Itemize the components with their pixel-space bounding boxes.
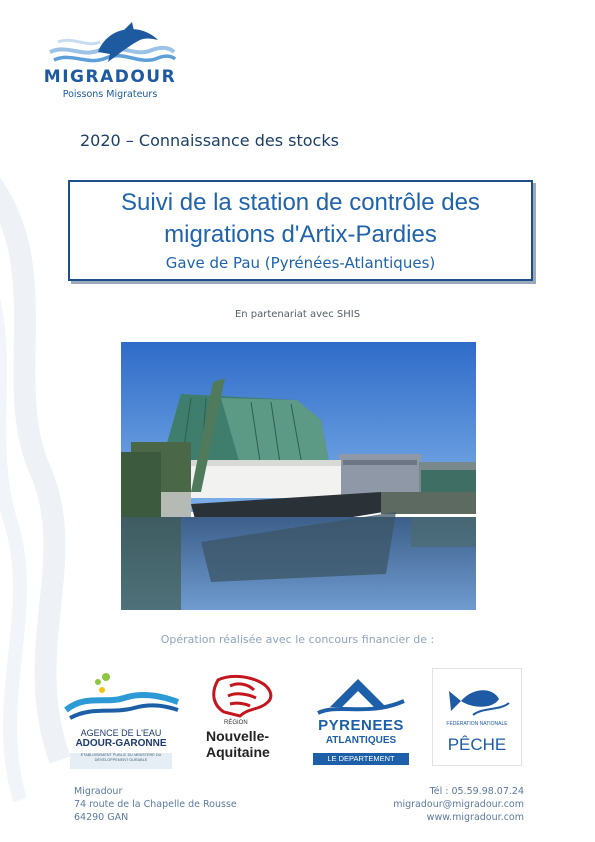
pyrenees-line-1: PYRENEES (318, 717, 404, 734)
nouvelle-aquitaine-logo (200, 672, 295, 767)
footer-address (74, 785, 237, 824)
station-photo (121, 342, 476, 610)
adour-line-1: AGENCE DE L'EAU (80, 728, 162, 738)
footer-phone: Tél : 05.59.98.07.24 (429, 786, 524, 797)
lion-emblem-icon (200, 672, 295, 727)
pyrenees-line-2: ATLANTIQUES (325, 735, 397, 746)
dolphin-waves-icon (48, 22, 176, 68)
logo-subtitle: Poissons Migrateurs (62, 89, 158, 100)
peche-label: PÊCHE (447, 735, 507, 754)
footer-address-line-1: 74 route de la Chapelle de Rousse (74, 799, 237, 810)
peche-top-text: FÉDÉRATION NATIONALE (446, 721, 508, 727)
region-small-label: RÉGION (224, 720, 248, 726)
peche-logo (432, 668, 522, 766)
title-subtitle: Gave de Pau (Pyrénées-Atlantiques) (165, 254, 436, 272)
region-line-1: Nouvelle- (206, 728, 270, 744)
pyrenees-line-3: LE DEPARTEMENT (313, 753, 409, 765)
fish-icon (433, 671, 521, 721)
title-line-1: Suivi de la station de contrôle des (121, 189, 480, 216)
region-line-2: Aquitaine (206, 744, 270, 760)
footer-website[interactable]: www.migradour.com (426, 812, 524, 823)
pyrenees-atlantiques-logo (308, 673, 414, 769)
financing-text: Opération réalisée avec le concours financier de : (160, 633, 435, 646)
footer-org: Migradour (74, 786, 123, 797)
partnership-text: En partenariat avec SHIS (234, 309, 361, 320)
adour-tagline: ÉTABLISSEMENT PUBLIC DU MINISTÈRE DU DÉVELOPPEMENT DURABLE (70, 753, 172, 769)
adour-line-2: ADOUR-GARONNE (75, 738, 167, 749)
title-box (68, 180, 533, 281)
title-line-2: migrations d'Artix-Pardies (164, 221, 437, 248)
water-drops-icon (62, 668, 180, 728)
footer-contact (393, 785, 524, 824)
adour-garonne-logo (62, 668, 180, 774)
report-year-line: 2020 – Connaissance des stocks (80, 131, 339, 150)
footer-email[interactable]: migradour@migradour.com (393, 799, 524, 810)
mountain-wave-icon (308, 673, 414, 717)
migradour-logo (40, 22, 180, 102)
logo-name: MIGRADOUR (43, 67, 177, 87)
footer-address-line-2: 64290 GAN (74, 812, 129, 823)
